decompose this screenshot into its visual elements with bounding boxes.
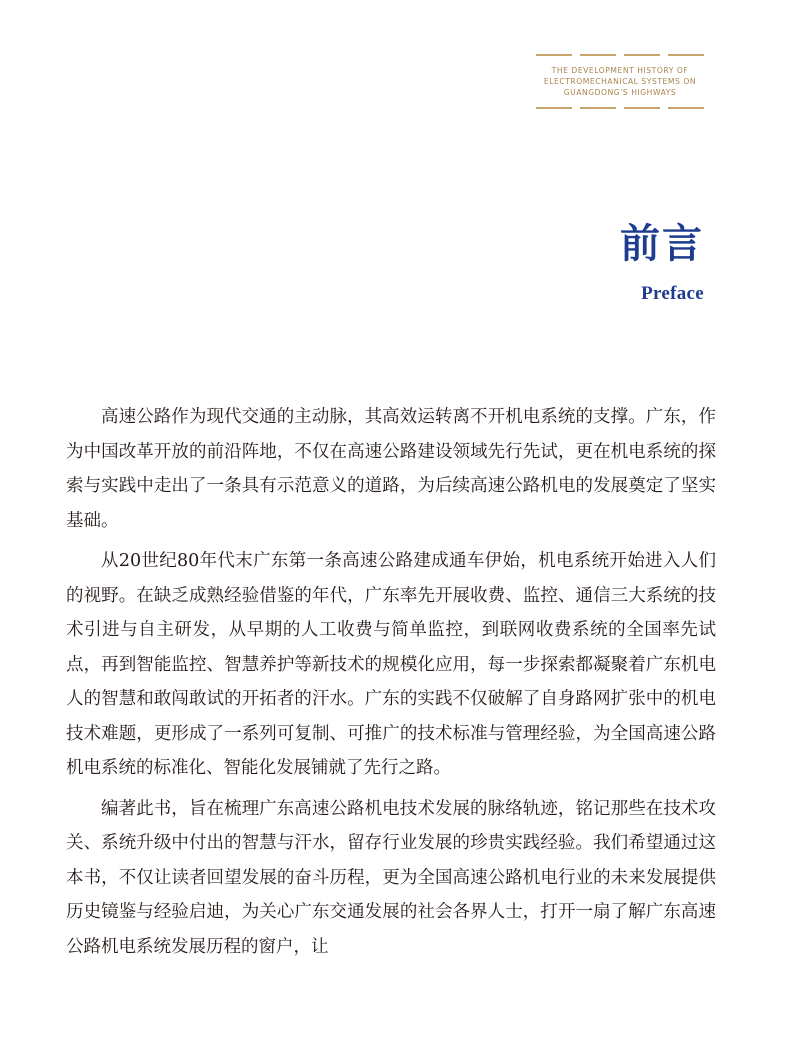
running-header (536, 54, 704, 109)
header-line-2: ELECTROMECHANICAL SYSTEMS ON (543, 77, 697, 86)
chapter-title-zh: 前言 (620, 221, 704, 267)
body-text (66, 400, 716, 970)
header-top-rule (536, 54, 704, 56)
header-line-3: GUANGDONG'S HIGHWAYS (563, 88, 677, 97)
header-line-1: THE DEVELOPMENT HISTORY OF (551, 66, 689, 75)
paragraph-2: 从20世纪80年代末广东第一条高速公路建成通车伊始，机电系统开始进入人们的视野。在缺乏成熟经验借鉴的年代，广东率先开展收费、监控、通信三大系统的技术引进与自主研发，从早期的人工收费与简单监控，到联网收费系统的全国率先试点，再到智能监控、智慧养护等新技术的规模化应用，每一步探索都凝聚着广东机电人的智慧和敢闯敢试的开拓者的汗水。广东的实践不仅破解了自身路网扩张中的机电技术难题，更形成了一系列可复制、可推广的技术标准与管理经验，为全国高速公路机电系统的标准化、智能化发展铺就了先行之路。 (66, 551, 716, 778)
paragraph-1: 高速公路作为现代交通的主动脉，其高效运转离不开机电系统的支撑。广东，作为中国改革开放的前沿阵地，不仅在高速公路建设领域先行先试，更在机电系统的探索与实践中走出了一条具有示范意义的道路，为后续高速公路机电的发展奠定了坚实基础。 (66, 407, 716, 531)
header-bottom-rule (536, 107, 704, 109)
header-book-title (536, 65, 704, 98)
chapter-title-en: Preface (641, 283, 704, 304)
paragraph-3: 编著此书，旨在梳理广东高速公路机电技术发展的脉络轨迹，铭记那些在技术攻关、系统升级中付出的智慧与汗水，留存行业发展的珍贵实践经验。我们希望通过这本书，不仅让读者回望发展的奋斗历程，更为全国高速公路机电行业的未来发展提供历史镜鉴与经验启迪，为关心广东交通发展的社会各界人士，打开一扇了解广东高速公路机电系统发展历程的窗户，让 (66, 798, 716, 957)
